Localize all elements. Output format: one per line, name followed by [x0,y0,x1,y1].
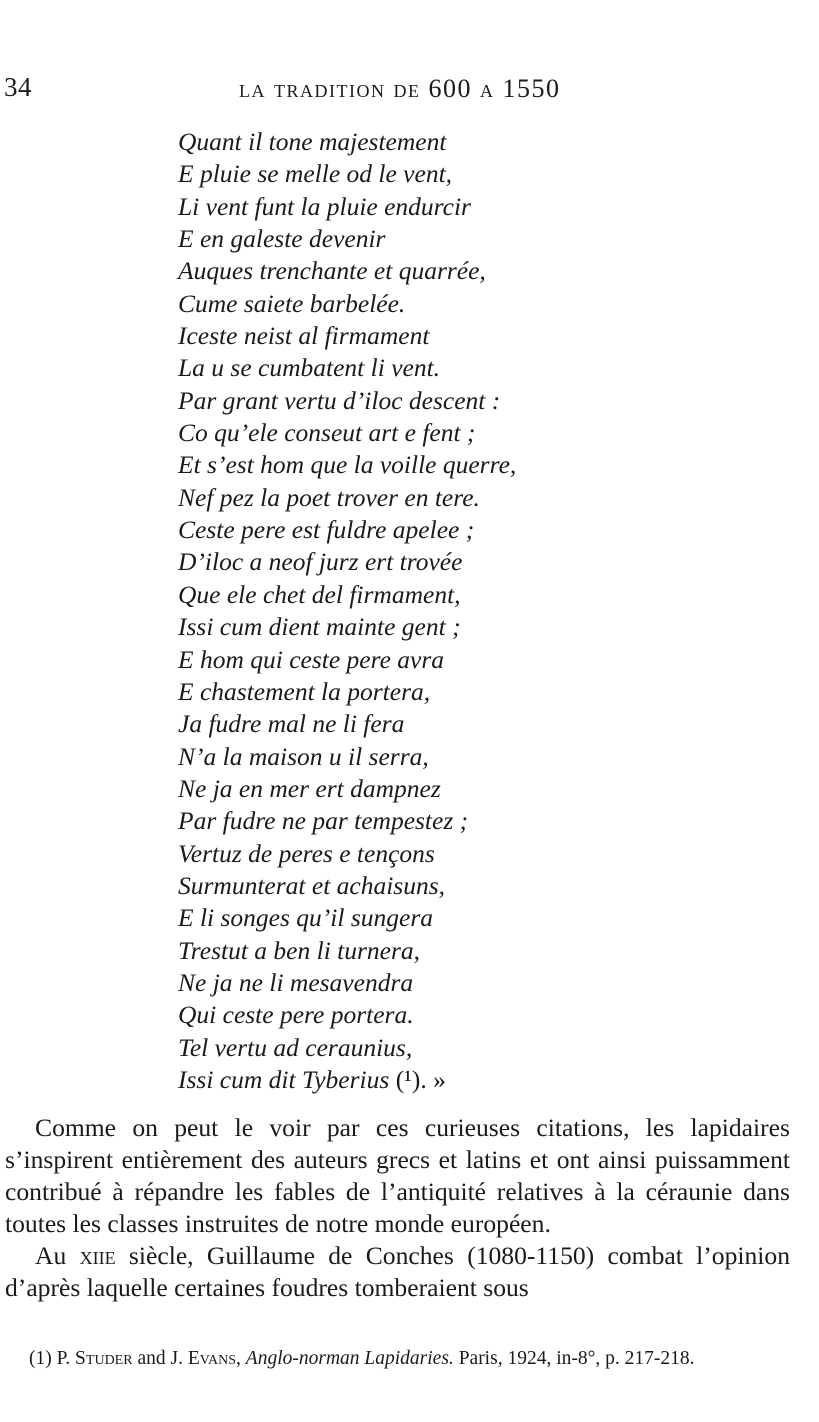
body-text [5,1112,790,1305]
verse-line: E li songes qu’il sungera [178,903,433,933]
verse-line: Iceste neist al firmament [178,321,430,351]
verse-line: Ne ja en mer ert dampnez [178,773,441,803]
verse-line: Trestut a ben li turnera, [178,935,421,965]
verse-line: Co qu’ele conseut art e fent ; [178,418,476,448]
footnote-text [5,1346,795,1372]
page-header [4,72,804,112]
paragraph-text: Au [35,1241,80,1271]
verse-line: E chastement la portera, [178,676,431,706]
footnote [5,1346,795,1372]
verse-line: Quant il tone majestement [178,127,447,156]
running-title: la tradition de 600 a 1550 [239,74,561,103]
verse-line: Et s’est hom que la voille querre, [178,450,517,480]
footnote-publication: Paris, 1924, in-8°, p. 217-218. [458,1348,695,1369]
page-number: 34 [4,72,32,102]
verse-line: N’a la maison u il serra, [178,741,429,771]
verse-line: E pluie se melle od le vent, [178,159,453,189]
verse-line: Par grant vertu d’iloc descent : [178,385,501,415]
footnote-author: P. Studer [56,1348,133,1369]
verse-line: Tel vertu ad ceraunius, [178,1032,413,1062]
paragraph [5,1240,790,1304]
paragraph-text: siècle, Guillaume de Conches (1080-1150) combat l’opinion d’après laquelle certaines foudres tomberaient sous [5,1241,790,1303]
verse-line: Cume saiete barbelée. [178,288,406,318]
verse-quotation [178,126,778,1096]
verse-line: E hom qui ceste pere avra [178,644,445,674]
verse-line: Auques trenchante et quarrée, [178,256,486,286]
verse-line: D’iloc a neof jurz ert trovée [178,547,463,577]
verse-line: Vertuz de peres e tençons [178,838,435,868]
verse-line: Issi cum dient mainte gent ; [178,612,461,642]
century-numeral: xiie [79,1241,116,1271]
verse-line: Nef pez la poet trover en tere. [178,482,480,512]
verse-line: Qui ceste pere portera. [178,1000,414,1030]
verse-line: Ja fudre mal ne li fera [178,709,405,739]
verse-line: Surmunterat et achaisuns, [178,870,446,900]
footnote-conjunction: and [137,1348,166,1369]
verse-line: Ceste pere est fuldre apelee ; [178,515,475,545]
verse-line: Ne ja ne li mesavendra [178,967,414,997]
paragraph: Comme on peut le voir par ces curieuses citations, les lapidaires s’inspirent entièrement des auteurs grecs et latins et ont ainsi puissamment contribué à répandre les fables de l’antiquité relatives à la céraunie dans toutes les classes instruites de notre monde européen. [5,1113,790,1239]
verse-line: La u se cumbatent li vent. [178,353,441,383]
verse-line: Li vent funt la pluie endurcir [178,191,471,221]
verse-line-last [178,1064,778,1096]
footnote-title: Anglo-norman Lapidaries. [245,1348,454,1369]
footnote-author: J. Evans, [170,1348,241,1369]
verse-line: Par fudre ne par tempestez ; [178,806,469,836]
footnote-number: (1) [29,1348,52,1369]
verse-line: Que ele chet del firmament, [178,579,461,609]
verse-line: E en galeste devenir [178,224,386,254]
footnote-reference[interactable]: (¹). » [395,1064,446,1094]
verse-last-text: Issi cum dit Tyberius [178,1064,390,1094]
